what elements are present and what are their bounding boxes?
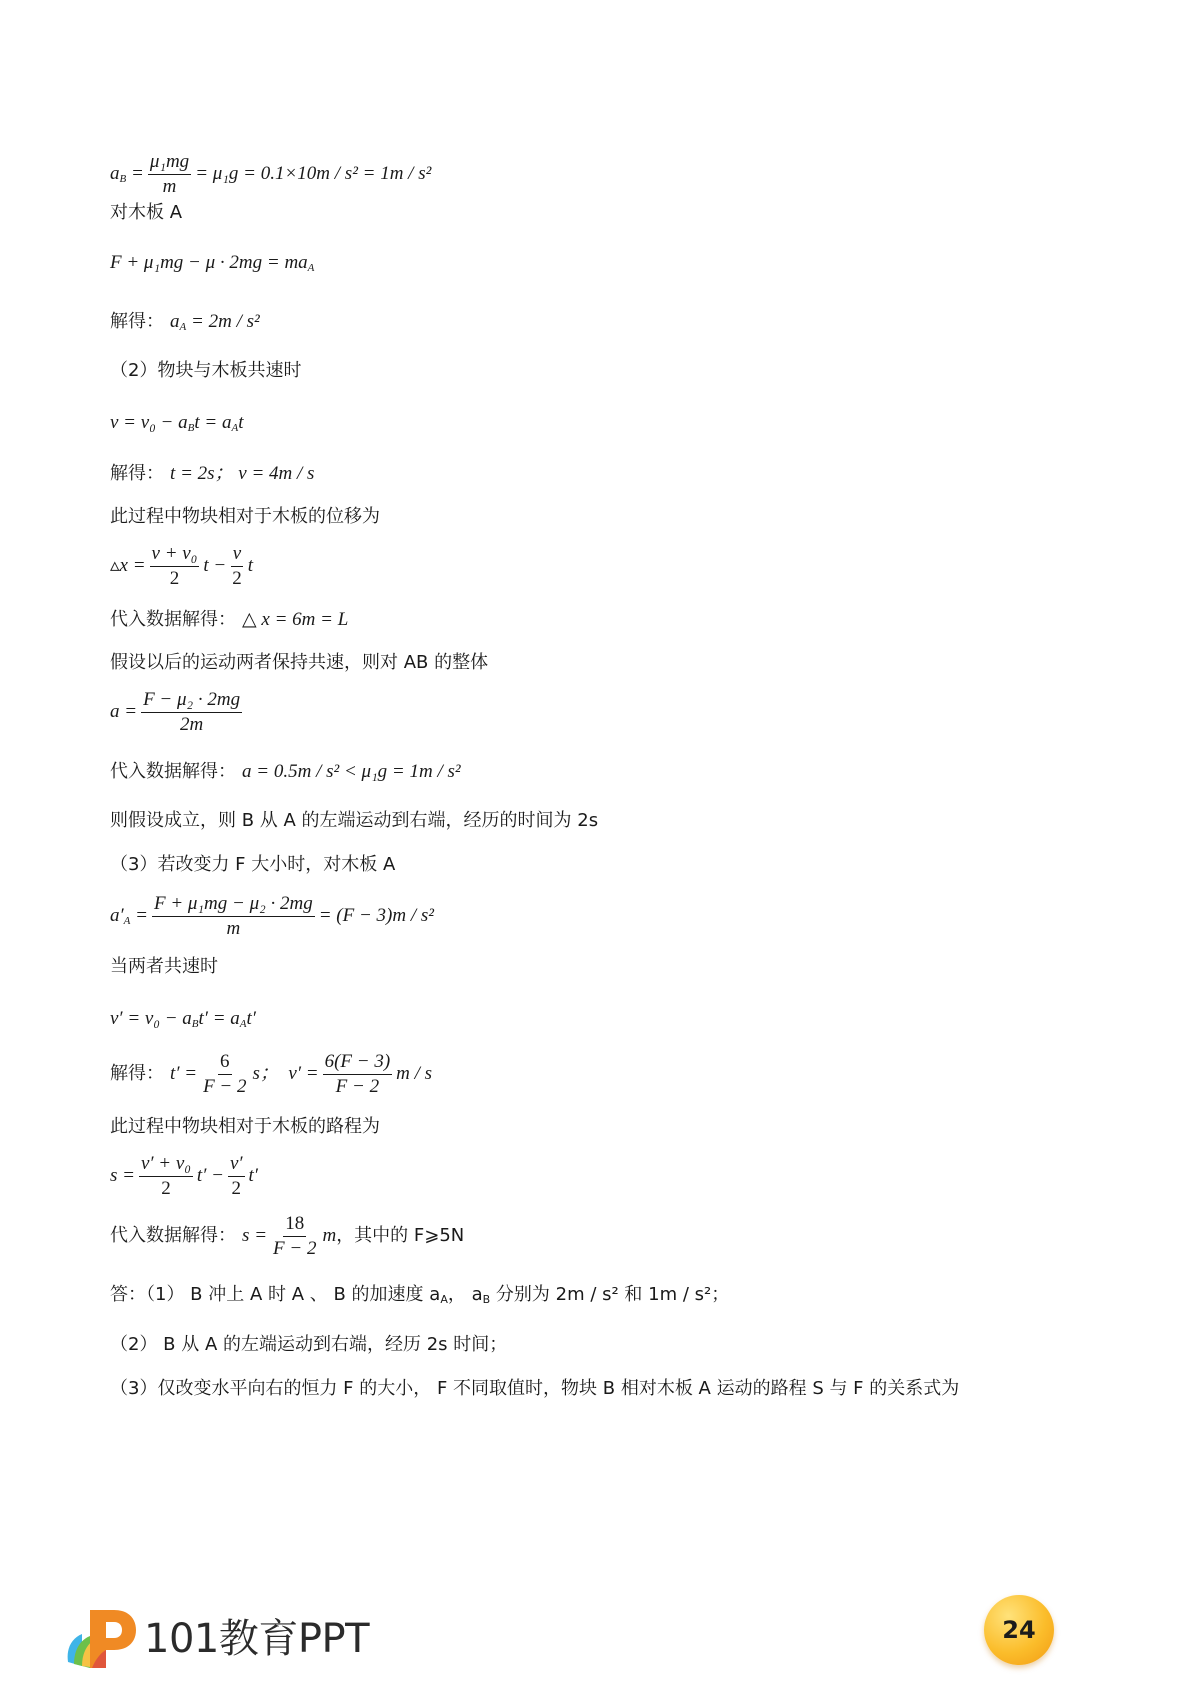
eq-subscript: B [482,1293,491,1306]
fraction [139,1152,193,1201]
answer-3: （3）仅改变水平向右的恒力 F 的大小， F 不同取值时，物块 B 相对木板 A 运动的路程 S 与 F 的关系式为 [110,1378,960,1399]
page-number-badge [984,1595,1054,1665]
eq-text: t′ [248,1164,258,1186]
fraction-numerator: v′ [228,1152,245,1177]
substitute-label: 代入数据解得： [110,1224,236,1246]
fraction-denominator: F − 2 [335,1076,380,1097]
fraction-denominator: m [162,176,177,197]
eq-text: t′ [246,1008,256,1029]
logo-text: 101教育PPT [144,1615,370,1662]
substitute-label: 代入数据解得： [110,609,236,630]
equation-aB: $a_B$ = $\frac{\text{μ₁mg}}{m}$ = μ₁g = 0.1×10m / s² = 1m / s² [110,151,432,197]
equation-board-A [110,250,314,276]
fraction-numerator: v′ + v₀ [139,1152,193,1177]
eq-subscript: B [119,172,127,185]
brand-logo [62,1600,369,1670]
equation-whole-acceleration [110,688,246,737]
eq-text: = [135,904,148,926]
eq-symbol: a [170,311,180,332]
fraction [201,1050,248,1099]
eq-subscript: A [440,1293,448,1306]
eq-tail: ，其中的 F⩾5N [336,1224,465,1246]
eq-text: t − [203,554,227,576]
equation-common-speed [110,410,243,436]
eq-text: t = a [194,412,232,433]
eq-subscript: A [307,262,315,274]
solve-line-1 [110,308,260,335]
answer-text: 答：（1） B 冲上 A 时 A 、 B 的加速度 a [110,1284,441,1305]
fraction-numerator: F + μ₁mg − μ₂ · 2mg [152,892,315,917]
text-conclusion: 则假设成立，则 B 从 A 的左端运动到右端，经历的时间为 2s [110,810,599,831]
fraction-denominator: 2m [179,714,204,735]
answer-2: （2） B 从 A 的左端运动到右端，经历 2s 时间； [110,1334,508,1355]
text-assumption: 假设以后的运动两者保持共速，则对 AB 的整体 [110,652,489,673]
equation-new-acceleration [110,892,434,941]
solve-line-3 [110,1050,432,1099]
fraction-denominator: 2 [232,568,242,589]
fraction [152,892,315,941]
eq-symbol: a [110,162,120,184]
fraction-numerator: 18 [283,1212,306,1237]
fraction [150,542,200,591]
eq-text: △ x = 6m = L [242,609,349,630]
eq-text: t′ − [196,1164,224,1186]
answer-text: 分别为 2m / s² 和 1m / s²； [495,1284,730,1305]
solve-label: 解得： [110,1062,164,1084]
fraction-denominator: m [226,918,241,939]
fraction-denominator: 2 [231,1178,241,1199]
eq-lhs: s = [110,1164,135,1186]
eq-text: t [238,412,244,433]
eq-subscript: B [187,422,195,434]
fraction-numerator: μ₁mg [148,150,191,175]
eq-lhs: ▵x = [110,554,146,576]
eq-rhs: = μ₁g = 0.1×10m / s² = 1m / s² [195,162,432,184]
eq-subscript: A [231,422,239,434]
eq-rhs: = 2m / s² [191,311,260,332]
fraction [271,1212,318,1261]
fraction-numerator: v + v₀ [150,542,200,567]
eq-lhs: v′ = [288,1062,319,1084]
answer-text: ， a [447,1284,483,1305]
fraction [323,1050,393,1099]
eq-lhs: a = [110,700,138,722]
equation-displacement [110,542,253,591]
fraction-numerator: 6 [218,1050,232,1075]
eq-text: t = 2s； v = 4m / s [170,463,315,484]
eq-subscript: A [123,914,131,927]
fraction-numerator: 6(F − 3) [323,1050,393,1075]
eq-unit: m [322,1224,337,1246]
solve-label: 解得： [110,463,164,484]
eq-lhs: s = [242,1224,268,1246]
fraction [141,688,242,737]
substitute-line-1 [110,606,348,633]
eq-subscript: A [179,321,187,333]
eq-lhs: t′ = [170,1062,198,1084]
solve-line-2 [110,460,314,487]
eq-text: t [247,554,253,576]
equation-path [110,1152,258,1201]
substitute-line-2 [110,758,461,785]
fraction-numerator: v [231,542,243,567]
fraction [228,1152,245,1201]
fraction-numerator: F − μ₂ · 2mg [141,688,242,713]
answer-1 [110,1282,729,1308]
equation-new-common-speed [110,1006,256,1032]
substitute-line-3 [110,1212,464,1261]
page-number: 24 [1002,1616,1036,1644]
eq-text: t′ = a [198,1008,240,1029]
eq-unit: s； [252,1062,279,1084]
eq-text: a = 0.5m / s² < μ₁g = 1m / s² [242,761,461,782]
eq-text: F + μ₁mg − μ · 2mg = ma [110,252,308,273]
heading-part-3: （3）若改变力 F 大小时，对木板 A [110,854,396,875]
fraction-denominator: F − 2 [203,1076,247,1097]
eq-symbol: a′ [110,904,124,926]
fraction-denominator: F − 2 [273,1238,317,1259]
eq-text: v′ = v₀ − a [110,1008,192,1029]
text-board-A: 对木板 A [110,202,183,223]
101-edu-ppt-logo-icon [62,1600,140,1670]
eq-unit: m / s [396,1062,433,1084]
eq-rhs: = (F − 3)m / s² [318,904,434,926]
fraction-denominator: 2 [169,568,180,589]
eq-subscript: A [239,1018,247,1030]
text-same-speed: 当两者共速时 [110,956,218,977]
text-path: 此过程中物块相对于木板的路程为 [110,1116,380,1137]
solve-label: 解得： [110,311,164,332]
text-displacement: 此过程中物块相对于木板的位移为 [110,506,380,527]
fraction [230,542,244,591]
heading-part-2: （2）物块与木板共速时 [110,360,302,381]
fraction [148,150,191,199]
substitute-label: 代入数据解得： [110,761,236,782]
eq-text: v = v₀ − a [110,412,188,433]
fraction-denominator: 2 [161,1178,171,1199]
eq-subscript: B [191,1018,199,1030]
